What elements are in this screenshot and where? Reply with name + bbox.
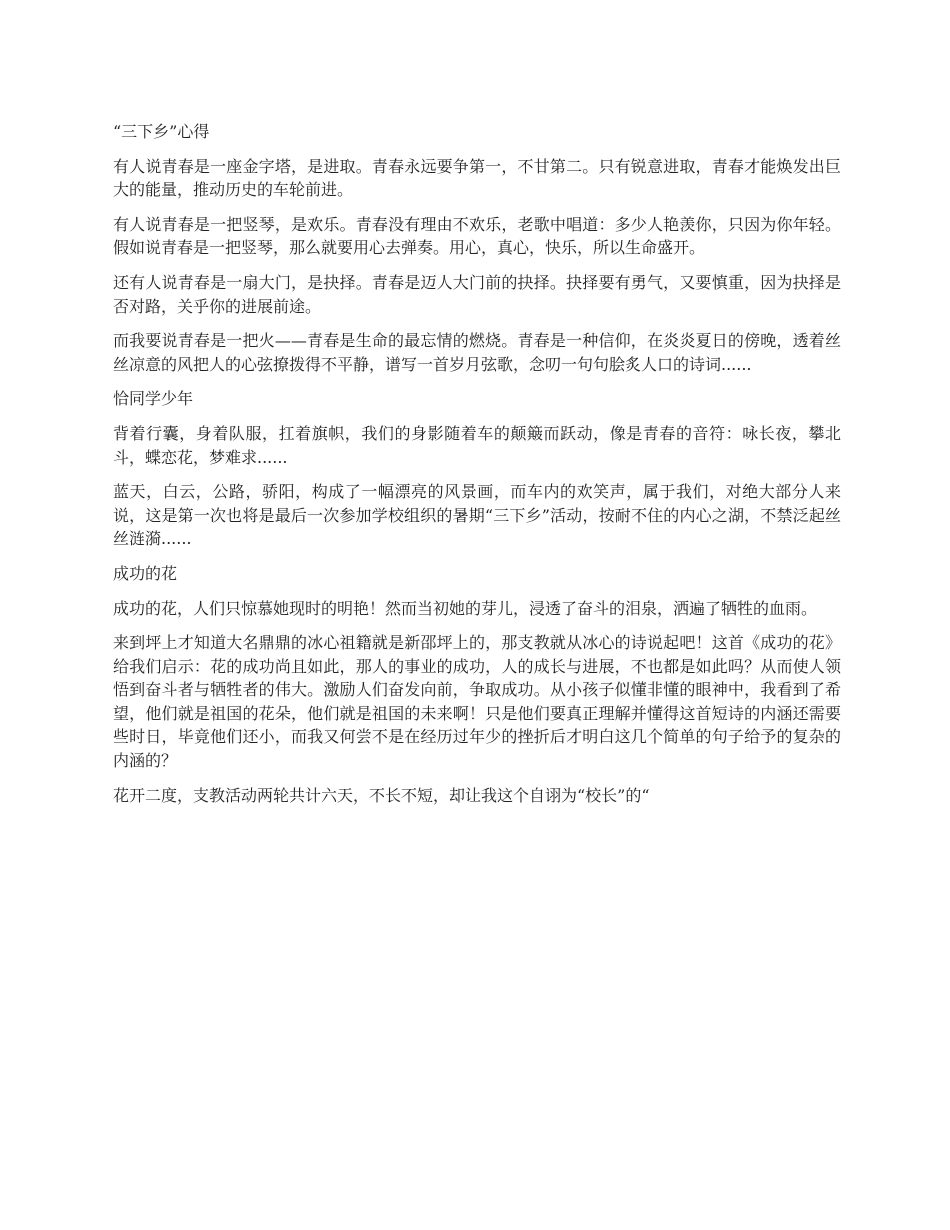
paragraph-landscape: 蓝天，白云，公路，骄阳，构成了一幅漂亮的风景画，而车内的欢笑声，属于我们，对绝大部分人来说，这是第一次也将是最后一次参加学校组织的暑期“三下乡”活动，按耐不住的内心之湖，不禁泛起丝丝涟漪...... [113, 482, 841, 549]
paragraph-bingxin: 来到坪上才知道大名鼎鼎的冰心祖籍就是新邵坪上的，那支教就从冰心的诗说起吧！这首《成功的花》给我们启示：花的成功尚且如此，那人的事业的成功，人的成长与进展，不也都是如此吗？从而使人领悟到奋斗者与牺牲者的伟大。激励人们奋发向前，争取成功。从小孩子似懂非懂的眼神中，我看到了希望，他们就是祖国的花朵，他们就是祖国的未来啊！只是他们要真正理解并懂得这首短诗的内涵还需要些时日，毕竟他们还小，而我又何尝不是在经历过年少的挫折后才明白这几个简单的句子给予的复杂的内涵的？ [113, 633, 841, 771]
paragraph-fire: 而我要说青春是一把火——青春是生命的最忘情的燃烧。青春是一种信仰，在炎炎夏日的傍晚，透着丝丝凉意的风把人的心弦撩拨得不平静，谱写一首岁月弦歌，念叨一句句脍炙人口的诗词...... [113, 331, 841, 374]
section-heading-flower: 成功的花 [113, 563, 178, 583]
paragraph-harp: 有人说青春是一把竖琴，是欢乐。青春没有理由不欢乐，老歌中唱道：多少人艳羡你，只因为你年轻。假如说青春是一把竖琴，那么就要用心去弹奏。用心，真心，快乐，所以生命盛开。 [113, 214, 841, 258]
section-heading-classmates: 恰同学少年 [113, 389, 194, 409]
paragraph-flower-poem: 成功的花，人们只惊慕她现时的明艳！然而当初她的芽儿，浸透了奋斗的泪泉，洒遍了牺牲的血雨。 [113, 598, 818, 618]
paragraph-second-bloom: 花开二度，支教活动两轮共计六天，不长不短，却让我这个自诩为“校长”的“ [113, 785, 650, 805]
document-page [113, 120, 841, 818]
paragraph-pyramid: 有人说青春是一座金字塔，是进取。青春永远要争第一，不甘第二。只有锐意进取，青春才能焕发出巨大的能量，推动历史的车轮前进。 [113, 156, 841, 200]
section-heading-sanxiaxiang: “三下乡”心得 [113, 122, 210, 141]
paragraph-backpack: 背着行囊，身着队服，扛着旗帜，我们的身影随着车的颠簸而跃动，像是青春的音符：咏长夜，攀北斗，蝶恋花，梦难求...... [113, 423, 841, 467]
paragraph-door: 还有人说青春是一扇大门，是抉择。青春是迈人大门前的抉择。抉择要有勇气，又要慎重，因为抉择是否对路，关乎你的进展前途。 [113, 272, 841, 316]
